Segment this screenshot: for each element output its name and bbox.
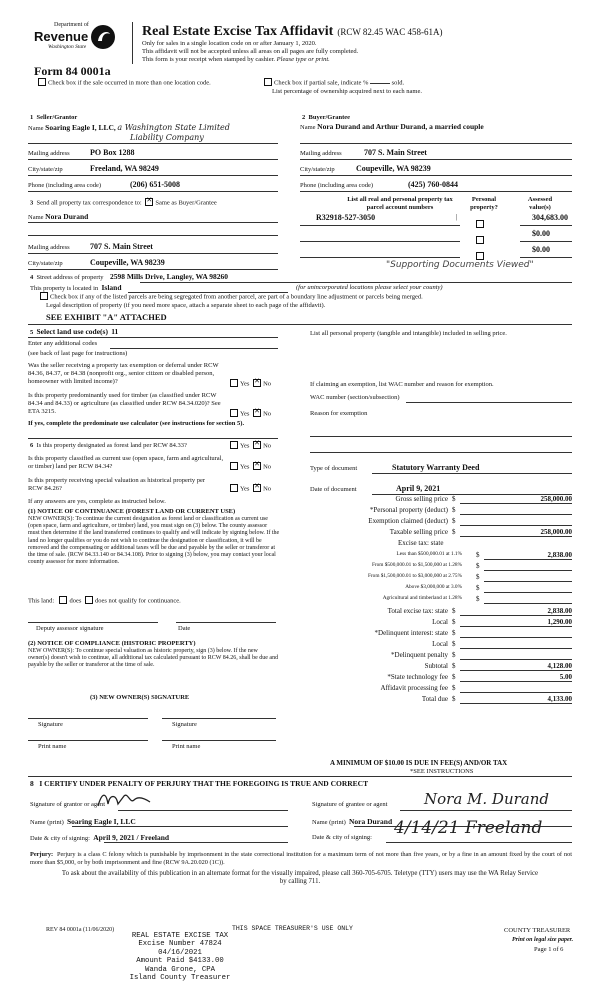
section5-list-personal: List all personal property (tangible and intangible) included in selling price. [310, 330, 507, 337]
dollar-sign: $ [452, 662, 456, 670]
buyer-mail-label: Mailing address [300, 150, 342, 157]
section3-row: 3 Send all property tax correspondence to: ✕ Same as Buyer/Grantee [30, 199, 217, 207]
tax-row-label: Taxable selling price [389, 528, 448, 536]
sig-grantor-label: Signature of grantor or agent [30, 801, 106, 808]
section6-q3-yesno: Yes ✕ No [228, 485, 271, 493]
grantee-date: 4/14/21 Freeland [394, 818, 543, 838]
buyer-phone-label: Phone (including area code) [300, 182, 374, 189]
tax-row-label: Total excise tax: state [387, 607, 448, 615]
seller-city: Freeland, WA 98249 [90, 164, 159, 173]
section4-exhibit: SEE EXHIBIT "A" ATTACHED [46, 312, 167, 322]
section5-q2-yesno: Yes ✕ No [228, 410, 271, 418]
tax-row-value: 4,133.00 [547, 695, 572, 703]
section5-q2: Is this property predominantly used for timber (as classified under RCW 84.34 and 84.33) or agriculture (as classified under RCW 84.34.020)? See ETA 3215. [28, 392, 221, 415]
certify-row: 8 I CERTIFY UNDER PENALTY OF PERJURY THAT THE FOREGOING IS TRUE AND CORRECT [30, 779, 369, 788]
excise-state-label: Excise tax: state [398, 539, 444, 547]
tax-row-label: Exemption claimed (deduct) [368, 517, 448, 525]
tax-row-label: Total due [421, 695, 448, 703]
parcel-header-assessed: Assessed value(s) [527, 196, 553, 211]
tax-row-label: From $500,000.01 to $1,500,000 at 1.28% [371, 562, 462, 568]
tax-row-label: Agricultural and timberland at 1.28% [382, 595, 462, 601]
section4-legal: Legal description of property (if you need more space, attach a separate sheet to each page of the affidavit). [46, 302, 326, 309]
section4-located-row: This property is located in Island [30, 283, 122, 292]
seller-mail: PO Box 1288 [90, 148, 135, 157]
header-line3: This form is your receipt when stamped by cashier. Please type or print. [142, 56, 330, 63]
seller-city-label: City/state/zip [28, 166, 63, 173]
section6-q3: Is this property receiving special valuation as historical property per RCW 84.26? [28, 477, 206, 492]
check-partial-sale[interactable]: Check box if partial sale, indicate % sold. [262, 79, 404, 87]
tax-row-label: Less than $500,000.01 at 1.1% [396, 551, 462, 557]
stamp-line: Island County Treasurer [129, 973, 231, 982]
header-line1: Only for sales in a single location code on or after January 1, 2020. [142, 40, 317, 47]
section3-mail: 707 S. Main Street [90, 242, 153, 251]
dollar-sign: $ [476, 595, 480, 603]
new-owner-print-label: Print name [38, 743, 67, 750]
tax-row-label: *Delinquent penalty [391, 651, 448, 659]
section3-city: Coupeville, WA 98239 [90, 258, 165, 267]
rev-number: REV 84 0001a (11/06/2020) [46, 927, 115, 933]
section6-q1: 6 Is this property designated as forest land per RCW 84.33? [30, 442, 187, 449]
seller-name-row: Name Soaring Eagle I, LLC, a Washington State Limited [28, 123, 230, 132]
treasurer-use: THIS SPACE TREASURER'S USE ONLY [232, 925, 353, 932]
stamp-line: REAL ESTATE EXCISE TAX [131, 932, 229, 940]
perjury-text: Perjury: Perjury is a class C felony which is punishable by imprisonment in the state correctional institution for a maximum term of not more than five years, or by a fine in an amount fixed by the court of not more than $5,000, or by both imprisonment and fine (RCW 9A.20.020 (1C)). [30, 851, 572, 866]
notice3-title: (3) NEW OWNER(S) SIGNATURE [90, 694, 190, 701]
grantor-signature-icon [94, 790, 154, 810]
dollar-sign: $ [476, 562, 480, 570]
dollar-sign: $ [452, 618, 456, 626]
tax-row-label: *Personal property (deduct) [369, 506, 448, 514]
stamp-line: Amount Paid $4133.00 [136, 957, 224, 966]
doc-type-label: Type of document [310, 465, 358, 472]
dollar-sign: $ [476, 573, 480, 581]
county-treasurer: COUNTY TREASURER [504, 927, 571, 934]
deputy-date-label: Date [178, 625, 191, 632]
checkbox-does-not[interactable] [85, 596, 93, 604]
parcel-acct: R32918-527-3050 [316, 213, 376, 222]
alt-format-text: To ask about the availability of this publication in an alternate format for the visually impaired, please call 360-705-6705. Teletype (TTY) users may use the WA Relay Service by calling 711. [61, 870, 539, 886]
checkbox-no[interactable] [253, 441, 261, 449]
checkbox-no[interactable] [253, 462, 261, 470]
see-instructions: *SEE INSTRUCTIONS [410, 768, 474, 775]
section3-city-label: City/state/zip [28, 260, 63, 267]
buyer-mail: 707 S. Main Street [364, 148, 427, 157]
section6-q1-yesno: Yes ✕ No [228, 442, 271, 450]
checkbox-no[interactable] [253, 379, 261, 387]
checkbox-does[interactable] [59, 596, 67, 604]
section6-q2-yesno: Yes ✕ No [228, 463, 271, 471]
dollar-sign: $ [452, 695, 456, 703]
tax-row-label: Above $3,000,000 at 3.0% [405, 584, 462, 590]
new-owner-sig2-label: Signature [172, 721, 197, 728]
print-legal: Print on legal size paper. [512, 937, 574, 943]
checkbox-partial[interactable] [264, 78, 272, 86]
section4-unincorporated: (for unincorporated locations please select your county) [296, 284, 443, 291]
checkbox-multi[interactable] [38, 78, 46, 86]
dollar-sign: $ [452, 651, 456, 659]
section4-street-row: 4 Street address of property 2598 Mills Drive, Langley, WA 98260 [30, 272, 228, 281]
buyer-name-row: Name Nora Durand and Arthur Durand, a married couple [300, 122, 484, 131]
revenue-logo [34, 22, 144, 62]
sig-grantee-label: Signature of grantee or agent [312, 801, 388, 808]
checkbox-personal[interactable] [476, 236, 484, 244]
grantee-date-label: Date & city of signing: [312, 834, 372, 841]
section5-seeback: (see back of last page for instructions) [28, 350, 128, 357]
deputy-sig-label: Deputy assessor signature [36, 625, 104, 632]
tax-row-label: *Delinquent interest: state [374, 629, 448, 637]
exemption-wac: WAC number (section/subsection) [310, 394, 400, 401]
dollar-sign: $ [452, 517, 456, 525]
checkbox-yes[interactable] [230, 441, 238, 449]
exemption-text: If claiming an exemption, list WAC number and reason for exemption. [310, 381, 494, 388]
dollar-sign: $ [476, 584, 480, 592]
tax-row-value: 5.00 [559, 673, 572, 681]
form-title [142, 22, 443, 40]
section3-mail-label: Mailing address [28, 244, 70, 251]
stamp-line: Excise Number 47824 [138, 940, 222, 949]
supporting-docs-stamp: "Supporting Documents Viewed" [386, 260, 534, 270]
seller-name-hand2: Liability Company [130, 133, 204, 142]
new-owner-sig-label: Signature [38, 721, 63, 728]
tax-row-value: 1,290.00 [547, 618, 572, 626]
tax-row-label: Local [432, 618, 448, 626]
dollar-sign: $ [452, 607, 456, 615]
notice2-title: (2) NOTICE OF COMPLIANCE (HISTORIC PROPERTY) [28, 640, 196, 647]
form-number: Form 84 0001a [34, 64, 111, 78]
header-line2: This affidavit will not be accepted unless all areas on all pages are fully completed. [142, 48, 359, 55]
buyer-city-label: City/state/zip [300, 166, 335, 173]
grantor-date-row: Date & city of signing: April 9, 2021 / Freeland [30, 833, 170, 842]
buyer-heading: 2 Buyer/Grantee [302, 114, 351, 121]
header-divider [132, 22, 133, 64]
section6-q2: Is this property classified as current use (open space, farm and agricultural, or timber) land per RCW 84.34? [28, 455, 224, 470]
section5-select-row: 5 Select land use code(s) 11 [30, 327, 119, 336]
parcel-value: $0.00 [532, 229, 550, 238]
checkbox-yes[interactable] [230, 409, 238, 417]
dollar-sign: $ [452, 640, 456, 648]
checkbox-yes[interactable] [230, 484, 238, 492]
checkbox-personal[interactable] [476, 220, 484, 228]
notice1-text: NEW OWNER(S): To continue the current designation as forest land or classification as current use (open space, farm and agriculture, or timber) land, you must sign on (3) below. The county assessor must then determine if the land transferred continues to qualify and will indicate by signing below. If the land no longer qualifies or you do not wish to continue the designation or classification, it will be removed and the compensating or additional taxes will be due and payable by the seller or transferor at the time of sale. (RCW 84.33.140 or 84.34.108). Prior to signing (3) below, you may contact your local county assessor for more information. [28, 516, 280, 566]
tax-row-value: 258,000.00 [540, 528, 572, 536]
section3-name-row: Name Nora Durand [28, 212, 89, 221]
parcel-header-acct: List all real and personal property tax parcel account numbers [347, 196, 453, 211]
notice2-text: NEW OWNER(S): To continue special valuation as historic property, sign (3) below. If the new owner(s) doesn't wish to continue, all additional tax calculated pursuant to RCW 84.26, shall be due and payable by the seller or transferor at the time of sale. [28, 648, 279, 669]
dollar-sign: $ [452, 684, 456, 692]
seller-phone-label: Phone (including area code) [28, 182, 102, 189]
checkbox-segregated[interactable] [40, 292, 48, 300]
parcel-value: 304,683.00 [532, 213, 568, 222]
parcel-value: $0.00 [532, 245, 550, 254]
parcel-row-3 [300, 245, 572, 257]
checkbox-no[interactable] [253, 484, 261, 492]
tax-row-value: 4,128.00 [547, 662, 572, 670]
grantor-name-row: Name (print) Soaring Eagle I, LLC [30, 817, 136, 826]
buyer-phone: (425) 760-0844 [408, 180, 458, 189]
this-land-row: This land: does does not qualify for continuance. [28, 597, 181, 605]
dept-small: Department of [54, 22, 89, 28]
grantee-name-row: Name (print) Nora Durand [312, 817, 393, 826]
checkbox-yes[interactable] [230, 462, 238, 470]
tax-row-value: 2,838.00 [547, 551, 572, 559]
dollar-sign: $ [452, 673, 456, 681]
seller-mail-label: Mailing address [28, 150, 70, 157]
list-percentage: List percentage of ownership acquired next to each name. [272, 88, 422, 95]
doc-type: Statutory Warranty Deed [392, 463, 480, 472]
checkbox-same-as-buyer[interactable] [145, 198, 153, 206]
tax-row-label: Subtotal [424, 662, 448, 670]
excise-stamp [100, 932, 260, 982]
title-rcw: (RCW 82.45 WAC 458-61A) [337, 27, 443, 37]
parcel-row-2 [300, 229, 572, 241]
new-owner-print2-label: Print name [172, 743, 201, 750]
tax-row-value: 2,838.00 [547, 607, 572, 615]
doc-date: April 9, 2021 [396, 484, 441, 493]
dollar-sign: $ [452, 495, 456, 503]
parcel-row-1: R32918-527-3050 | 304,683.00 [300, 213, 572, 225]
section6-ifany: If any answers are yes, complete as instructed below. [28, 498, 166, 505]
tax-row-label: Local [432, 640, 448, 648]
tax-row-value: 258,000.00 [540, 495, 572, 503]
title-text: Real Estate Excise Tax Affidavit [142, 24, 334, 39]
check-multi-location[interactable]: Check box if the sale occurred in more than one location code. [36, 79, 211, 87]
section5-additional: Enter any additional codes [28, 340, 98, 347]
dept-state: Washington State [48, 44, 87, 50]
seller-phone: (206) 651-5008 [130, 180, 180, 189]
stamp-line: 04/16/2021 [158, 948, 202, 957]
tax-row-label: Affidavit processing fee [380, 684, 448, 692]
section4-check-row[interactable]: Check box if any of the listed parcels are being segregated from another parcel, are part of a boundary line adjustment or parcels being merged. [38, 293, 423, 301]
grantee-signature: Nora M. Durand [424, 790, 549, 808]
page-number: Page 1 of 6 [534, 946, 564, 953]
buyer-city: Coupeville, WA 98239 [356, 164, 431, 173]
tax-row-label: From $1,500,000.01 to $3,000,000 at 2.75% [367, 573, 462, 579]
minimum-note: A MINIMUM OF $10.00 IS DUE IN FEE(S) AND/OR TAX [330, 759, 508, 767]
stamp-line: Wanda Grone, CPA [144, 965, 216, 974]
revenue-swoosh-icon [90, 24, 116, 50]
seller-heading: 1 Seller/Grantor [30, 114, 78, 121]
tax-row-label: *State technology fee [387, 673, 448, 681]
checkbox-yes[interactable] [230, 379, 238, 387]
section5-ifyes: If yes, complete the predominate use calculator (see instructions for section 5). [28, 420, 245, 427]
dollar-sign: $ [452, 506, 456, 514]
dollar-sign: $ [452, 528, 456, 536]
checkbox-no[interactable] [253, 409, 261, 417]
tax-row-label: Gross selling price [395, 495, 448, 503]
dollar-sign: $ [452, 629, 456, 637]
section5-q1: Was the seller receiving a property tax exemption or deferral under RCW 84.36, 84.37, or 84.38 (nonprofit org., senior citizen or disabled person, homeowner with limited income)? [28, 362, 219, 385]
section5-q1-yesno: Yes ✕ No [228, 380, 271, 388]
dollar-sign: $ [476, 551, 480, 559]
dept-big: Revenue [34, 29, 89, 44]
notice1-title: (1) NOTICE OF CONTINUANCE (FOREST LAND OR CURRENT USE) [28, 508, 236, 515]
doc-date-label: Date of document [310, 486, 357, 493]
parcel-header-personal: Personal property? [470, 196, 498, 211]
exemption-reason: Reason for exemption [310, 410, 368, 417]
